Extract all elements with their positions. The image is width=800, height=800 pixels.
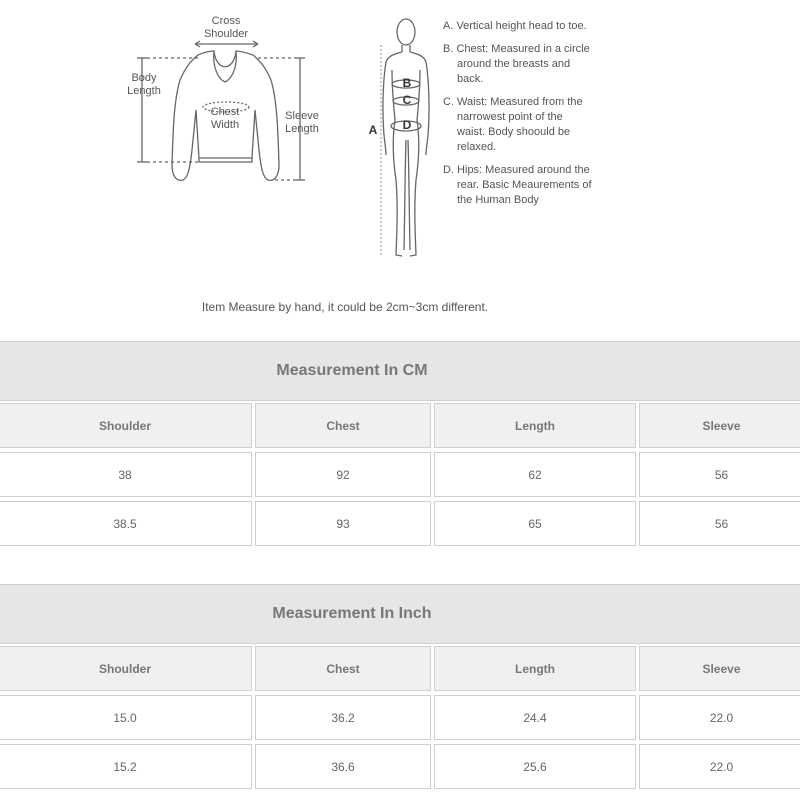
sleeve-length-label: Sleeve Length xyxy=(285,110,319,135)
table-cell: 36.2 xyxy=(255,695,431,740)
measurement-table-cm xyxy=(0,341,800,548)
note-b: B. Chest: Measured in a circle around the breasts and back. xyxy=(443,43,590,85)
human-body-icon xyxy=(381,19,429,256)
table-cell: 22.0 xyxy=(639,695,800,740)
table-row xyxy=(0,450,800,499)
marker-a-label: A xyxy=(368,123,378,137)
size-guide-diagram xyxy=(0,0,800,290)
header-length: Length xyxy=(434,403,636,448)
header-shoulder: Shoulder xyxy=(0,646,252,691)
table-cell: 24.4 xyxy=(434,695,636,740)
table-cell: 38.5 xyxy=(0,501,252,546)
table-header-row xyxy=(0,644,800,693)
note-d: D. Hips: Measured around the rear. Basic Meaurements of the Human Body xyxy=(443,164,592,206)
table-cell: 15.0 xyxy=(0,695,252,740)
table-title: Measurement In CM xyxy=(0,341,800,401)
table-cell: 92 xyxy=(255,452,431,497)
table-row xyxy=(0,693,800,742)
cross-shoulder-label: Cross Shoulder xyxy=(203,15,249,40)
table-cell: 65 xyxy=(434,501,636,546)
table-cell: 62 xyxy=(434,452,636,497)
table-cell: 22.0 xyxy=(639,744,800,789)
chest-width-label: Chest Width xyxy=(210,106,240,131)
marker-b-label: B xyxy=(402,76,412,90)
table-cell: 56 xyxy=(639,452,800,497)
header-sleeve: Sleeve xyxy=(639,646,800,691)
measurement-disclaimer: Item Measure by hand, it could be 2cm~3cm different. xyxy=(201,300,489,314)
garment-and-body-illustration xyxy=(0,0,800,290)
table-header-row xyxy=(0,401,800,450)
note-a: A. Vertical height head to toe. xyxy=(443,20,587,32)
header-length: Length xyxy=(434,646,636,691)
table-row xyxy=(0,742,800,791)
note-c: C. Waist: Measured from the narrowest point of the waist. Body shoould be relaxed. xyxy=(443,96,583,153)
table-cell: 93 xyxy=(255,501,431,546)
table-cell: 38 xyxy=(0,452,252,497)
header-shoulder: Shoulder xyxy=(0,403,252,448)
table-cell: 56 xyxy=(639,501,800,546)
body-length-label: Body Length xyxy=(127,72,161,97)
measurement-notes xyxy=(443,19,593,216)
header-chest: Chest xyxy=(255,646,431,691)
table-cell: 36.6 xyxy=(255,744,431,789)
marker-d-label: D xyxy=(402,118,412,132)
header-chest: Chest xyxy=(255,403,431,448)
header-sleeve: Sleeve xyxy=(639,403,800,448)
table-title: Measurement In Inch xyxy=(0,584,800,644)
table-cell: 15.2 xyxy=(0,744,252,789)
table-cell: 25.6 xyxy=(434,744,636,789)
measurement-table-inch xyxy=(0,584,800,791)
table-row xyxy=(0,499,800,548)
marker-c-label: C xyxy=(402,93,412,107)
